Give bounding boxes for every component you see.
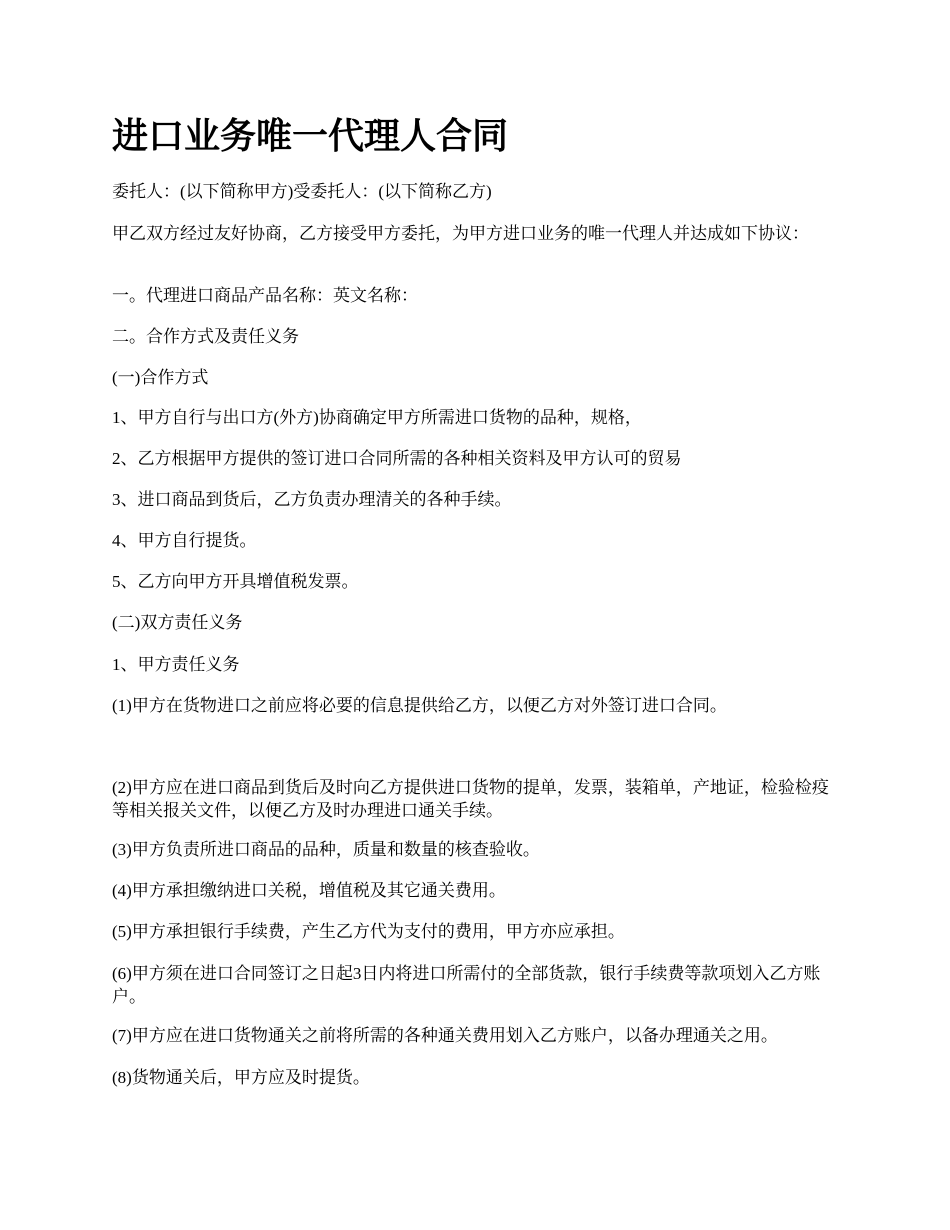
paragraph-duty-3: (3)甲方负责所进口商品的品种，质量和数量的核查验收。 [112,840,540,859]
paragraph-mode-3: 3、进口商品到货后，乙方负责办理清关的各种手续。 [112,490,512,509]
paragraph-mode-5: 5、乙方向甲方开具增值税发票。 [112,572,359,591]
paragraph-parties: 委托人：(以下简称甲方)受委托人：(以下简称乙方) [112,182,492,201]
heading-cooperation-mode: (一)合作方式 [112,368,209,387]
paragraph-mode-2: 2、乙方根据甲方提供的签订进口合同所需的各种相关资料及甲方认可的贸易 [112,449,682,468]
heading-cooperation-duties: 二。合作方式及责任义务 [112,327,299,346]
heading-mutual-duties: (二)双方责任义务 [112,613,243,632]
paragraph-intro: 甲乙双方经过友好协商，乙方接受甲方委托，为甲方进口业务的唯一代理人并达成如下协议： [112,224,809,243]
paragraph-duty-4: (4)甲方承担缴纳进口关税，增值税及其它通关费用。 [112,881,506,900]
heading-party-a-duties: 1、甲方责任义务 [112,655,240,674]
paragraph-duty-5: (5)甲方承担银行手续费，产生乙方代为支付的费用，甲方亦应承担。 [112,922,625,941]
paragraph-product-name: 一。代理进口商品产品名称：英文名称： [112,286,418,305]
paragraph-mode-1: 1、甲方自行与出口方(外方)协商确定甲方所需进口货物的品种，规格， [112,408,642,427]
paragraph-duty-8: (8)货物通关后，甲方应及时提货。 [112,1068,370,1087]
paragraph-duty-2: (2)甲方应在进口商品到货后及时向乙方提供进口货物的提单，发票，装箱单，产地证，检验检疫等相关报关文件，以便乙方及时办理进口通关手续。 [112,778,829,820]
paragraph-mode-4: 4、甲方自行提货。 [112,531,257,550]
paragraph-duty-7: (7)甲方应在进口货物通关之前将所需的各种通关费用划入乙方账户，以备办理通关之用。 [112,1026,778,1045]
document-title: 进口业务唯一代理人合同 [112,116,509,156]
paragraph-duty-1: (1)甲方在货物进口之前应将必要的信息提供给乙方，以便乙方对外签订进口合同。 [112,696,727,715]
paragraph-duty-6: (6)甲方须在进口合同签订之日起3日内将进口所需付的全部货款，银行手续费等款项划入乙方账户。 [112,964,821,1006]
